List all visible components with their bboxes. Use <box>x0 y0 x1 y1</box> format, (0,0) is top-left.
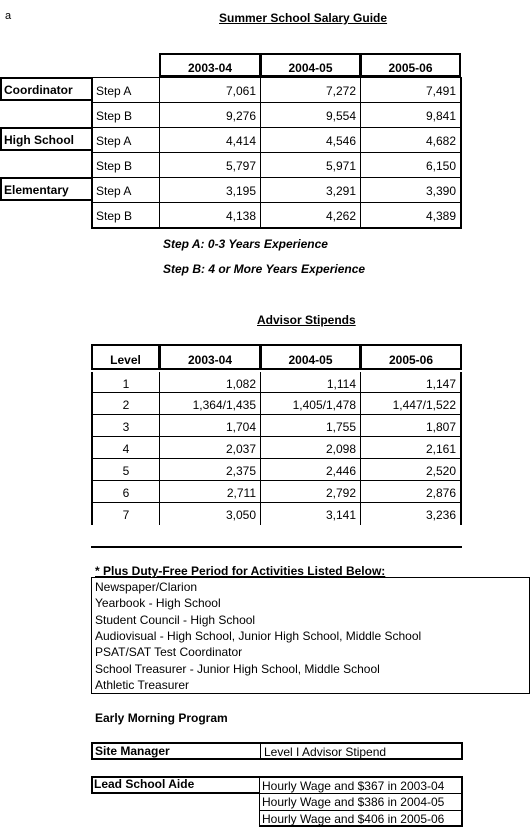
duty-free-item: School Treasurer - Junior High School, Middle School <box>95 661 380 676</box>
stipend-value: 2,098 <box>260 436 361 459</box>
salary-value: 6,150 <box>360 152 462 178</box>
salary-value: 5,971 <box>260 152 361 178</box>
salary-value: 7,061 <box>159 77 261 103</box>
step-label: Step A <box>91 177 160 203</box>
salary-value: 3,291 <box>260 177 361 203</box>
corner-mark: a <box>5 10 12 22</box>
year-header: 2004-05 <box>260 53 361 77</box>
stipend-value: 1,755 <box>260 414 361 437</box>
stipend-value: 1,114 <box>260 372 361 393</box>
stipend-value: 1,807 <box>360 414 462 437</box>
advisor-header: Level <box>91 344 160 370</box>
advisor-stipends-title: Advisor Stipends <box>257 313 356 327</box>
advisor-header: 2004-05 <box>260 344 361 370</box>
step-a-note: Step A: 0-3 Years Experience <box>163 237 328 251</box>
stipend-value: 2,375 <box>159 458 261 481</box>
salary-value: 9,554 <box>260 102 361 128</box>
salary-value: 4,414 <box>159 127 261 153</box>
duty-free-title: * Plus Duty-Free Period for Activities Listed Below: <box>95 564 386 578</box>
salary-value: 7,272 <box>260 77 361 103</box>
duty-free-item: PSAT/SAT Test Coordinator <box>95 645 243 660</box>
year-header: 2005-06 <box>360 53 461 77</box>
lead-aide-value: Hourly Wage and $367 in 2003-04 <box>259 776 463 793</box>
stipend-value: 2,446 <box>260 458 361 481</box>
stipend-value: 1,082 <box>159 372 261 393</box>
stipend-value: 2,037 <box>159 436 261 459</box>
step-label: Step B <box>91 102 160 128</box>
stipend-value: 1,405/1,478 <box>260 392 361 415</box>
lead-aide-block <box>91 776 463 826</box>
duty-free-item: Student Council - High School <box>95 612 256 627</box>
duty-free-item: Yearbook - High School <box>95 596 221 611</box>
divider <box>260 744 261 758</box>
stipend-value: 1,704 <box>159 414 261 437</box>
lead-aide-label: Lead School Aide <box>94 777 195 791</box>
level-number: 4 <box>91 436 160 459</box>
advisor-table-bottom <box>91 546 462 548</box>
salary-value: 4,389 <box>360 202 462 228</box>
salary-value: 9,841 <box>360 102 462 128</box>
salary-value: 7,491 <box>360 77 462 103</box>
stipend-value: 2,792 <box>260 480 361 503</box>
advisor-header: 2003-04 <box>159 344 261 370</box>
salary-value: 4,262 <box>260 202 361 228</box>
stipend-value: 2,711 <box>159 480 261 503</box>
group-label: Coordinator <box>0 77 93 101</box>
salary-value: 3,195 <box>159 177 261 203</box>
salary-value: 9,276 <box>159 102 261 128</box>
step-label: Step B <box>91 152 160 178</box>
salary-value: 4,138 <box>159 202 261 228</box>
stipend-value: 2,520 <box>360 458 462 481</box>
level-number: 6 <box>91 480 160 503</box>
duty-free-box <box>91 577 530 694</box>
stipend-value: 2,161 <box>360 436 462 459</box>
stipend-value: 2,876 <box>360 480 462 503</box>
group-label: High School <box>0 127 93 151</box>
site-manager-value: Level I Advisor Stipend <box>264 745 387 759</box>
step-b-note: Step B: 4 or More Years Experience <box>163 262 366 276</box>
lead-aide-value: Hourly Wage and $386 in 2004-05 <box>259 793 463 810</box>
duty-free-item: Audiovisual - High School, Junior High School, Middle School <box>95 628 422 643</box>
stipend-value: 1,364/1,435 <box>159 392 261 415</box>
stipend-value: 3,141 <box>260 502 361 525</box>
salary-value: 3,390 <box>360 177 462 203</box>
early-morning-title: Early Morning Program <box>95 711 228 725</box>
step-label: Step A <box>91 77 160 103</box>
salary-guide-title: Summer School Salary Guide <box>219 11 388 25</box>
level-number: 7 <box>91 502 160 525</box>
level-number: 1 <box>91 372 160 393</box>
year-header: 2003-04 <box>159 53 261 77</box>
step-label: Step B <box>91 202 160 228</box>
group-label: Elementary <box>0 177 93 201</box>
lead-aide-value: Hourly Wage and $406 in 2005-06 <box>259 810 463 827</box>
stipend-value: 1,447/1,522 <box>360 392 462 415</box>
duty-free-item: Athletic Treasurer <box>95 677 190 692</box>
salary-value: 4,682 <box>360 127 462 153</box>
duty-free-item: Newspaper/Clarion <box>95 580 198 594</box>
stipend-value: 3,050 <box>159 502 261 525</box>
level-number: 5 <box>91 458 160 481</box>
salary-value: 5,797 <box>159 152 261 178</box>
stipend-value: 3,236 <box>360 502 462 525</box>
salary-value: 4,546 <box>260 127 361 153</box>
level-number: 3 <box>91 414 160 437</box>
site-manager-label: Site Manager <box>95 744 170 758</box>
stipend-value: 1,147 <box>360 372 462 393</box>
salary-table-bottom <box>91 227 462 229</box>
level-number: 2 <box>91 392 160 415</box>
step-label: Step A <box>91 127 160 153</box>
site-manager-row <box>91 742 463 760</box>
advisor-header: 2005-06 <box>360 344 462 370</box>
